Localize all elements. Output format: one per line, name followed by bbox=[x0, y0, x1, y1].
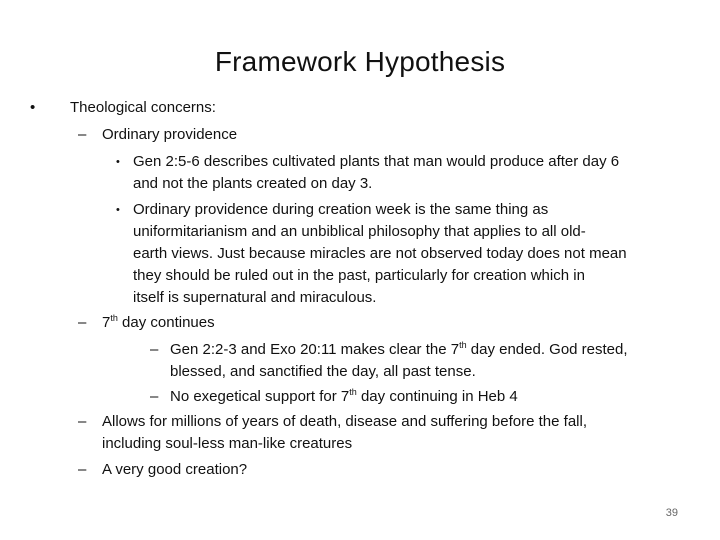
dash-marker: – bbox=[78, 126, 87, 143]
providence-point-2-line: earth views. Just because miracles are not observed today does not mean bbox=[133, 245, 627, 262]
dash-marker: – bbox=[78, 461, 87, 478]
death-point-line: including soul-less man-like creatures bbox=[102, 435, 353, 452]
providence-point-1-line: and not the plants created on day 3. bbox=[133, 175, 373, 192]
providence-point-2-line: Ordinary providence during creation week is the same thing as bbox=[133, 201, 549, 218]
providence-point-2-line: uniformitarianism and an unbiblical philosophy that applies to all old- bbox=[133, 223, 586, 240]
bullet-marker: • bbox=[116, 204, 120, 216]
slide-title: Framework Hypothesis bbox=[214, 46, 506, 77]
dash-marker: – bbox=[78, 314, 87, 331]
providence-point-2-line: they should be ruled out in the past, particularly for creation which in bbox=[133, 267, 585, 284]
seventh-day-heading: 7th day continues bbox=[102, 313, 215, 331]
providence-point-2-line: itself is supernatural and miraculous. bbox=[133, 289, 377, 306]
seventh-day-point-1-line: Gen 2:2-3 and Exo 20:11 makes clear the 7th day ended. God rested, bbox=[170, 340, 628, 358]
death-point-line: Allows for millions of years of death, disease and suffering before the fall, bbox=[102, 413, 587, 430]
page-number: 39 bbox=[665, 507, 678, 519]
providence-point-1-line: Gen 2:5-6 describes cultivated plants that man would produce after day 6 bbox=[133, 153, 620, 170]
seventh-day-point-2-line: No exegetical support for 7th day continuing in Heb 4 bbox=[170, 387, 518, 405]
dash-marker: – bbox=[78, 413, 87, 430]
theological-concerns-text: Theological concerns: bbox=[70, 99, 216, 116]
dash-marker: – bbox=[150, 388, 159, 405]
ordinary-providence-heading: Ordinary providence bbox=[102, 126, 238, 143]
bullet-marker: • bbox=[116, 156, 120, 168]
seventh-day-point-1-line: blessed, and sanctified the day, all past tense. bbox=[170, 363, 476, 380]
dash-marker: – bbox=[150, 341, 159, 358]
good-creation-line: A very good creation? bbox=[102, 461, 248, 478]
bullet-marker: • bbox=[30, 99, 36, 116]
